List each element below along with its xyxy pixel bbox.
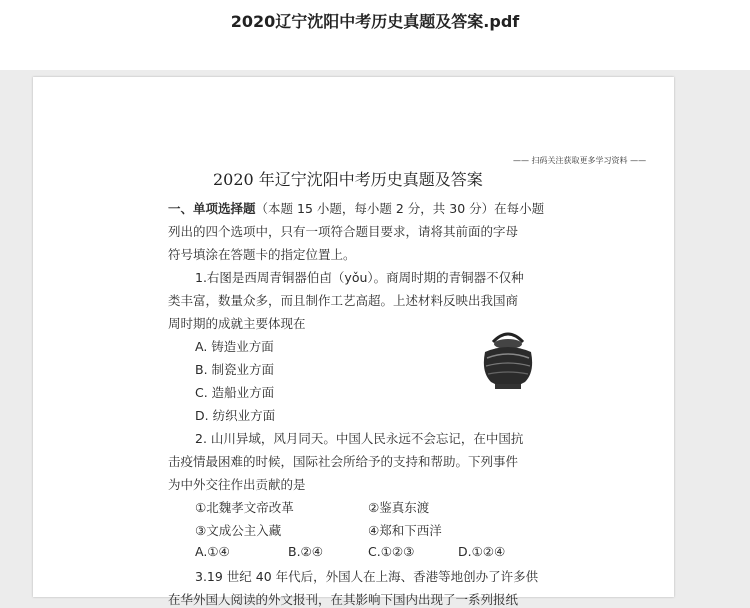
- document-title: 2020 年辽宁沈阳中考历史真题及答案: [213, 170, 483, 189]
- q2-line-1: 2. 山川异域，风月同天。中国人民永远不会忘记，在中国抗: [195, 431, 524, 446]
- q2-item-4: ④郑和下西洋: [368, 523, 442, 538]
- q2-item-2: ②鉴真东渡: [368, 500, 430, 515]
- q2-choice-d: D.①②④: [458, 544, 506, 559]
- q2-line-2: 击疫情最困难的时候，国际社会所给予的支持和帮助。下列事件: [168, 454, 519, 469]
- section-heading: 一、单项选择题: [168, 201, 256, 216]
- section-line-1: [168, 199, 544, 217]
- q2-choice-c: C.①②③: [368, 544, 415, 559]
- q1-option-c: C. 造船业方面: [195, 385, 275, 400]
- q1-option-a: A. 铸造业方面: [195, 339, 274, 354]
- q1-line-1: 1.右图是西周青铜器伯卣（yǒu）。商周时期的青铜器不仅种: [195, 270, 524, 285]
- q2-item-1: ①北魏孝文帝改革: [195, 500, 294, 515]
- file-title: 2020辽宁沈阳中考历史真题及答案.pdf: [230, 12, 520, 31]
- q1-line-2: 类丰富，数量众多，而且制作工艺高超。上述材料反映出我国商: [168, 293, 519, 308]
- title-bar: [0, 0, 750, 70]
- q1-option-b: B. 制瓷业方面: [195, 362, 275, 377]
- q3-line-1: 3.19 世纪 40 年代后，外国人在上海、香港等地创办了许多供: [195, 569, 539, 584]
- q1-option-d: D. 纺织业方面: [195, 408, 276, 423]
- section-line-2: 列出的四个选项中，只有一项符合题目要求，请将其前面的字母: [168, 224, 519, 239]
- section-line-3: 符号填涂在答题卡的指定位置上。: [168, 247, 356, 262]
- watermark-text: —— 扫码关注获取更多学习资料 ——: [513, 156, 647, 165]
- q2-item-3: ③文成公主入藏: [195, 523, 282, 538]
- pdf-viewer[interactable]: [0, 70, 750, 607]
- q1-line-3: 周时期的成就主要体现在: [168, 316, 306, 331]
- section-instructions: （本题 15 小题，每小题 2 分，共 30 分）在每小题: [255, 201, 545, 216]
- pdf-page: [33, 77, 674, 607]
- bronze-vessel-image: [473, 324, 543, 394]
- q2-choice-a: A.①④: [195, 544, 230, 559]
- q3-line-2: 在华外国人阅读的外文报刊，在其影响下国内出现了一系列报纸: [168, 592, 519, 607]
- q2-line-3: 为中外交往作出贡献的是: [168, 477, 306, 492]
- q2-choice-b: B.②④: [288, 544, 323, 559]
